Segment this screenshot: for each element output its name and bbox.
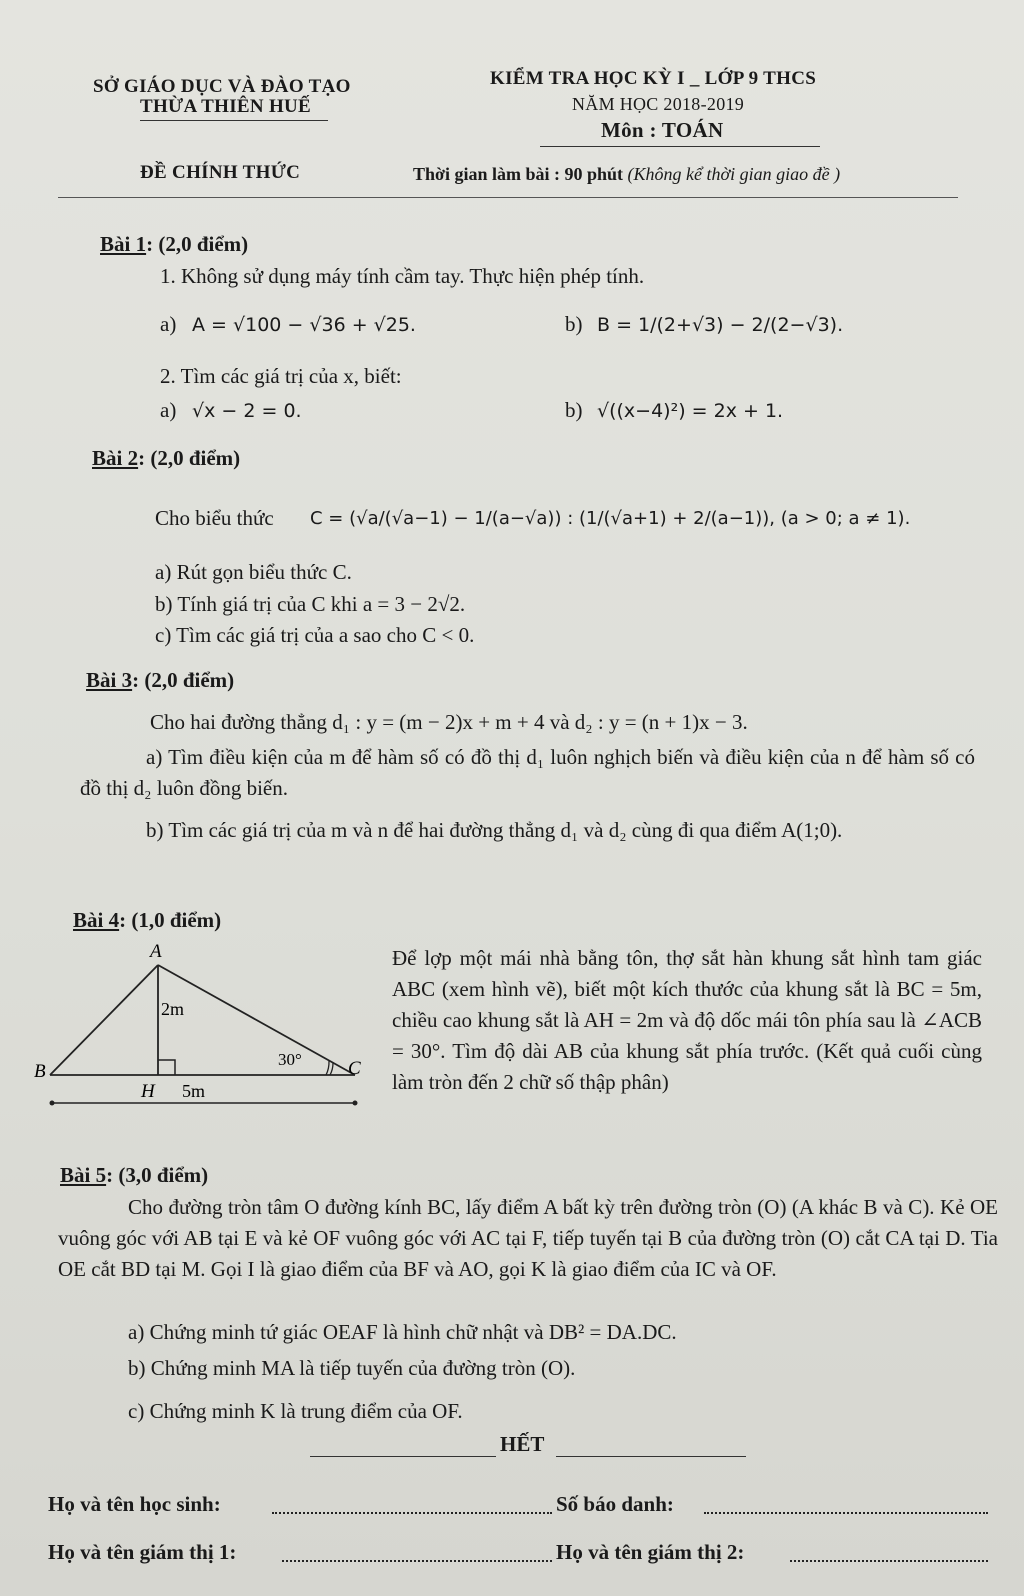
angle-arc-c: [330, 1063, 333, 1075]
bai1-q1a-label: a): [160, 312, 177, 336]
base-dim-end-left: [50, 1101, 55, 1106]
proctor1-label: Họ và tên giám thị 1:: [48, 1540, 237, 1564]
bai1-title: Bài 1: [100, 232, 147, 256]
label-angle: 30°: [278, 1050, 302, 1069]
bai3-qa: a) Tìm điều kiện của m để hàm số có đồ thị d₁ luôn nghịch biến và điều kiện của n để hàm số có đồ thị d₂ luôn đồng biến.: [80, 745, 975, 800]
student-id-label: Số báo danh:: [556, 1492, 674, 1516]
bai1-q2a-label: a): [160, 398, 177, 422]
bai2-qc: c) Tìm các giá trị của a sao cho C < 0.: [155, 623, 475, 647]
time-note: (Không kể thời gian giao đề ): [627, 164, 841, 184]
proctor2-label: Họ và tên giám thị 2:: [556, 1540, 745, 1564]
end-marker: HẾT: [500, 1432, 545, 1456]
bai4-text: Để lợp một mái nhà bằng tôn, thợ sắt hàn khung sắt hình tam giác ABC (xem hình vẽ), biết một kích thước của khung sắt là BC = 5m, chiều cao khung sắt là AH = 2m và độ dốc mái tôn phía sau là ∠ACB = 30°. Tìm độ dài AB của khung sắt phía trước. (Kết quả cuối cùng làm tròn đến 2 chữ số thập phân): [392, 946, 982, 1094]
proctor1-blank: [282, 1560, 552, 1562]
right-angle-mark: [158, 1060, 175, 1075]
department-name: SỞ GIÁO DỤC VÀ ĐÀO TẠO: [93, 76, 351, 97]
bai5-qc: c) Chứng minh K là trung điểm của OF.: [128, 1399, 463, 1423]
end-rule-left: [310, 1456, 496, 1457]
triangle-figure: [30, 935, 390, 1115]
base-dim-end-right: [353, 1101, 358, 1106]
bai2-intro: Cho biểu thức: [155, 506, 274, 530]
bai1-q1a-expr: A = √100 − √36 + √25.: [192, 314, 416, 336]
exam-title: KIỂM TRA HỌC KỲ I _ LỚP 9 THCS: [490, 68, 817, 89]
bai2-heading: [92, 446, 240, 471]
school-year: NĂM HỌC 2018-2019: [572, 94, 745, 114]
segment-ac: [158, 965, 355, 1075]
time-label: Thời gian làm bài : 90 phút: [413, 164, 624, 184]
province-underline: [140, 120, 328, 121]
student-id-blank: [704, 1512, 988, 1514]
proctor2-blank: [790, 1560, 988, 1562]
label-h: H: [141, 1081, 155, 1102]
bai5-title: Bài 5: [60, 1163, 107, 1187]
bai5-qb: b) Chứng minh MA là tiếp tuyến của đường tròn (O).: [128, 1356, 576, 1380]
bai1-q1: 1. Không sử dụng máy tính cầm tay. Thực hiện phép tính.: [160, 264, 645, 288]
bai3-heading: [86, 668, 234, 693]
bai5-qa: a) Chứng minh tứ giác OEAF là hình chữ nhật và DB² = DA.DC.: [128, 1320, 677, 1344]
bai1-heading: [100, 232, 248, 257]
official-label: ĐỀ CHÍNH THỨC: [140, 162, 301, 183]
header-divider: [58, 197, 958, 198]
bai2-expr: C = (√a/(√a−1) − 1/(a−√a)) : (1/(√a+1) + 2/(a−1)), (a > 0; a ≠ 1).: [310, 508, 911, 529]
bai2-title: Bài 2: [92, 446, 139, 470]
student-name-label: Họ và tên học sinh:: [48, 1492, 221, 1516]
subject: Môn : TOÁN: [601, 118, 724, 142]
segment-ab: [50, 965, 158, 1075]
bai3-qb: b) Tìm các giá trị của m và n để hai đường thẳng d₁ và d₂ cùng đi qua điểm A(1;0).: [146, 818, 843, 842]
label-c: C: [348, 1058, 361, 1079]
angle-arc-c2: [326, 1061, 329, 1075]
bai3-intro: Cho hai đường thẳng d₁ : y = (m − 2)x + m + 4 và d₂ : y = (n + 1)x − 3.: [150, 710, 748, 734]
bai1-q2b-label: b): [565, 398, 583, 422]
bai2-qb: b) Tính giá trị của C khi a = 3 − 2√2.: [155, 592, 466, 616]
bai5-text: Cho đường tròn tâm O đường kính BC, lấy điểm A bất kỳ trên đường tròn (O) (A khác B và C). Kẻ OE vuông góc với AB tại E và kẻ OF vuông góc với AC tại F, tiếp tuyến tại B của đường tròn (O) cắt CA tại D. Tia OE cắt BD tại M. Gọi I là giao điểm của BF và AO, gọi K là giao điểm của IC và OF.: [58, 1195, 998, 1281]
student-name-blank: [272, 1512, 552, 1514]
bai1-q2: 2. Tìm các giá trị của x, biết:: [160, 364, 402, 388]
subject-underline: [540, 146, 820, 147]
bai1-q2a-expr: √x − 2 = 0.: [192, 400, 302, 422]
bai2-points: : (2,0 điểm): [138, 446, 241, 470]
label-b: B: [34, 1061, 46, 1082]
province-name: THỪA THIÊN HUẾ: [140, 96, 312, 117]
bai2-qa: a) Rút gọn biểu thức C.: [155, 560, 352, 584]
bai1-q1b-label: b): [565, 312, 583, 336]
bai4-title: Bài 4: [73, 908, 120, 932]
bai5-heading: [60, 1163, 208, 1188]
bai5-points: : (3,0 điểm): [106, 1163, 209, 1187]
label-a: A: [150, 941, 162, 962]
time-line: [413, 164, 840, 185]
label-base: 5m: [182, 1081, 206, 1101]
bai3-points: : (2,0 điểm): [132, 668, 235, 692]
bai3-title: Bài 3: [86, 668, 133, 692]
end-rule-right: [556, 1456, 746, 1457]
label-height: 2m: [161, 999, 185, 1019]
bai4-points: : (1,0 điểm): [119, 908, 222, 932]
bai1-q2b-expr: √((x−4)²) = 2x + 1.: [597, 400, 784, 422]
bai1-points: : (2,0 điểm): [146, 232, 249, 256]
bai1-q1b-expr: B = 1/(2+√3) − 2/(2−√3).: [597, 314, 844, 336]
bai4-heading: [73, 908, 221, 933]
